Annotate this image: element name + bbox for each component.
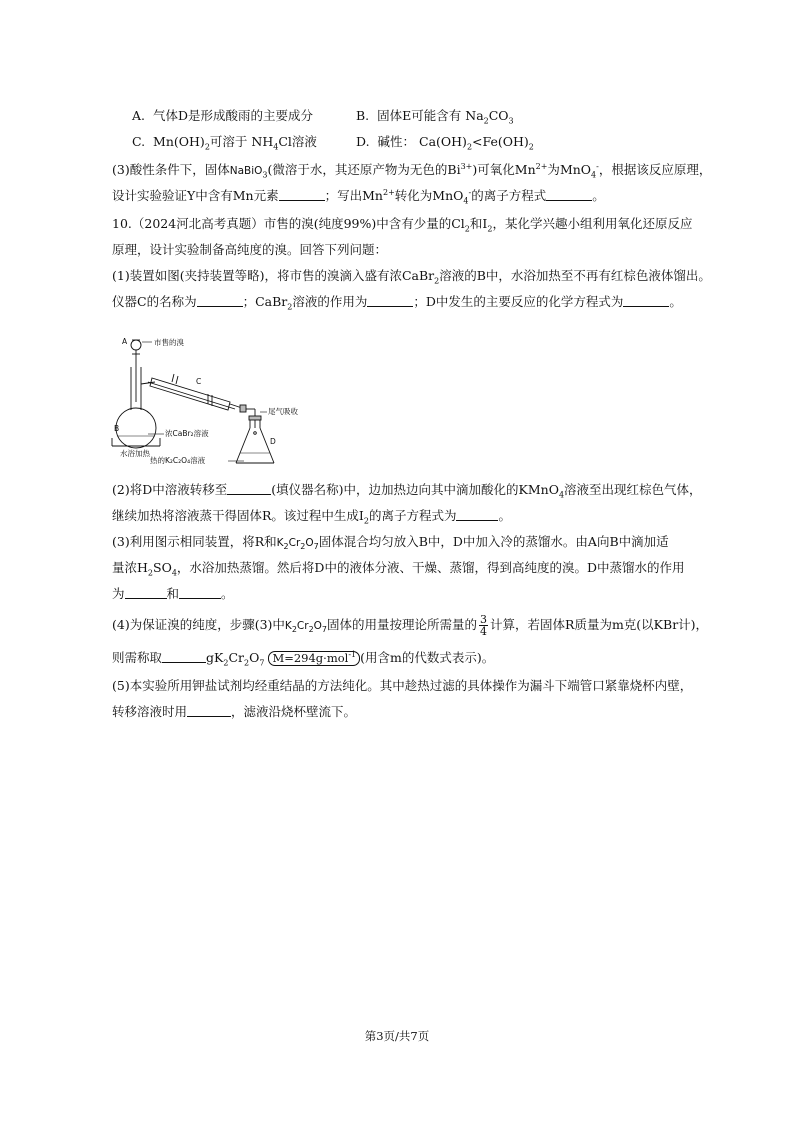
q10-part1-line2: 仪器C的名称为 ；CaBr$_2$溶液的作用为 ；D中发生的主要反应的化学方程式为 。: [112, 294, 682, 312]
answer-blank[interactable]: [187, 704, 231, 717]
label-d: D: [270, 437, 276, 446]
option-b: B. 固体E可能含有 $Na_2CO_3$: [356, 108, 514, 126]
q9-part3-line1: (3)酸性条件下，固体NaBiO$_3$(微溶于水，其还原产物为无色的$Bi^{3+}$)可氧化$Mn^{2+}$为MnO$_4$-，根据该反应原理，: [112, 161, 712, 180]
option-d: D. 碱性： $Ca(OH)_2<Fe(OH)_2$: [356, 134, 534, 152]
answer-blank[interactable]: [456, 508, 498, 521]
q10-part5-line2: 转移溶液时用 ，滤液沿烧杯壁流下。: [112, 704, 357, 719]
q10-part2-line2: 继续加热将溶液蒸干得固体R。该过程中生成$I_2$的离子方程式为 。: [112, 508, 511, 526]
q10-part3-line2: 量浓$H_2SO_4$，水浴加热蒸馏。然后将D中的液体分液、干燥、蒸馏，得到高纯度的溴。D中蒸馏水的作用: [112, 560, 685, 578]
dropping-funnel-a: [131, 340, 141, 402]
q10-part4-line2: 则需称取 $gK_2Cr_2O_7$ M=294g·mol$^{-1}$ (用含m的代数式表示)。: [112, 650, 495, 668]
crude-bromine-label: 市售的溴: [154, 338, 184, 347]
q9-part3-line2: 设计实验验证Y中含有Mn元素 ；写出$Mn^{2+}$转化为MnO$_4$-的离子方程式 。: [112, 187, 605, 206]
label-a: A: [122, 337, 128, 346]
molar-mass-note: M=294g·mol$^{-1}$: [268, 651, 360, 666]
answer-blank[interactable]: [227, 482, 271, 495]
q10-part5-line1: (5)本实验所用钾盐试剂均经重结晶的方法纯化。其中趁热过滤的具体操作为漏斗下端管口紧靠烧杯内壁，: [112, 678, 693, 693]
q10-heading-line2: 原理，设计实验制备高纯度的溴。回答下列问题：: [112, 242, 388, 257]
q10-part4-line1: (4)为保证溴的纯度，步骤(3)中$K_2Cr_2O_7$固体的用量按理论所需量的 $\frac{3}{4}$ 计算，若固体R质量为m克(以KBr计)，: [112, 613, 709, 638]
answer-blank[interactable]: [125, 586, 167, 599]
tail-gas-label: 尾气吸收: [268, 407, 298, 416]
answer-blank[interactable]: [279, 188, 325, 201]
answer-blank[interactable]: [197, 294, 243, 307]
answer-blank[interactable]: [179, 586, 221, 599]
conical-flask-d: [236, 409, 274, 463]
option-c: C. $Mn(OH)_2$可溶于 $NH_4Cl$溶液: [132, 134, 317, 152]
label-c: C: [196, 377, 202, 386]
page-footer: 第3页/共7页: [364, 1029, 430, 1043]
distillation-apparatus-figure: [110, 332, 315, 472]
water-bath-label: 水浴加热: [120, 449, 150, 458]
answer-blank[interactable]: [623, 294, 669, 307]
q10-part3-line3: 为 和 。: [112, 586, 234, 601]
condenser-c: [141, 374, 246, 412]
answer-blank[interactable]: [367, 294, 413, 307]
answer-blank[interactable]: [162, 650, 206, 663]
q10-heading-line1: 10.（2024河北高考真题）市售的溴(纯度99%)中含有少量的$Cl_2$和$I_2$，某化学兴趣小组利用氧化还原反应: [112, 216, 693, 234]
hot-k2c2o4-label: 热的K₂C₂O₄溶液: [150, 456, 206, 465]
q10-part3-line1: (3)利用图示相同装置，将R和$K_2Cr_2O_7$固体混合均匀放入B中，D中加入冷的蒸馏水。由A向B中滴加适: [112, 534, 669, 552]
label-b: B: [114, 424, 120, 433]
fraction-three-quarters: $\frac{3}{4}$: [480, 613, 488, 638]
answer-blank[interactable]: [546, 188, 592, 201]
q10-part2-line1: (2)将D中溶液转移至 (填仪器名称)中，边加热边向其中滴加酸化的KMnO$_4$溶液至出现红棕色气体，: [112, 482, 702, 500]
q10-part1-line1: (1)装置如图(夹持装置等略)，将市售的溴滴入盛有浓CaBr$_2$溶液的B中，水浴加热至不再有红棕色液体馏出。: [112, 268, 711, 286]
option-a: A. 气体D是形成酸雨的主要成分: [132, 108, 313, 123]
cabr2-solution-label: 浓CaBr₂溶液: [165, 429, 209, 438]
